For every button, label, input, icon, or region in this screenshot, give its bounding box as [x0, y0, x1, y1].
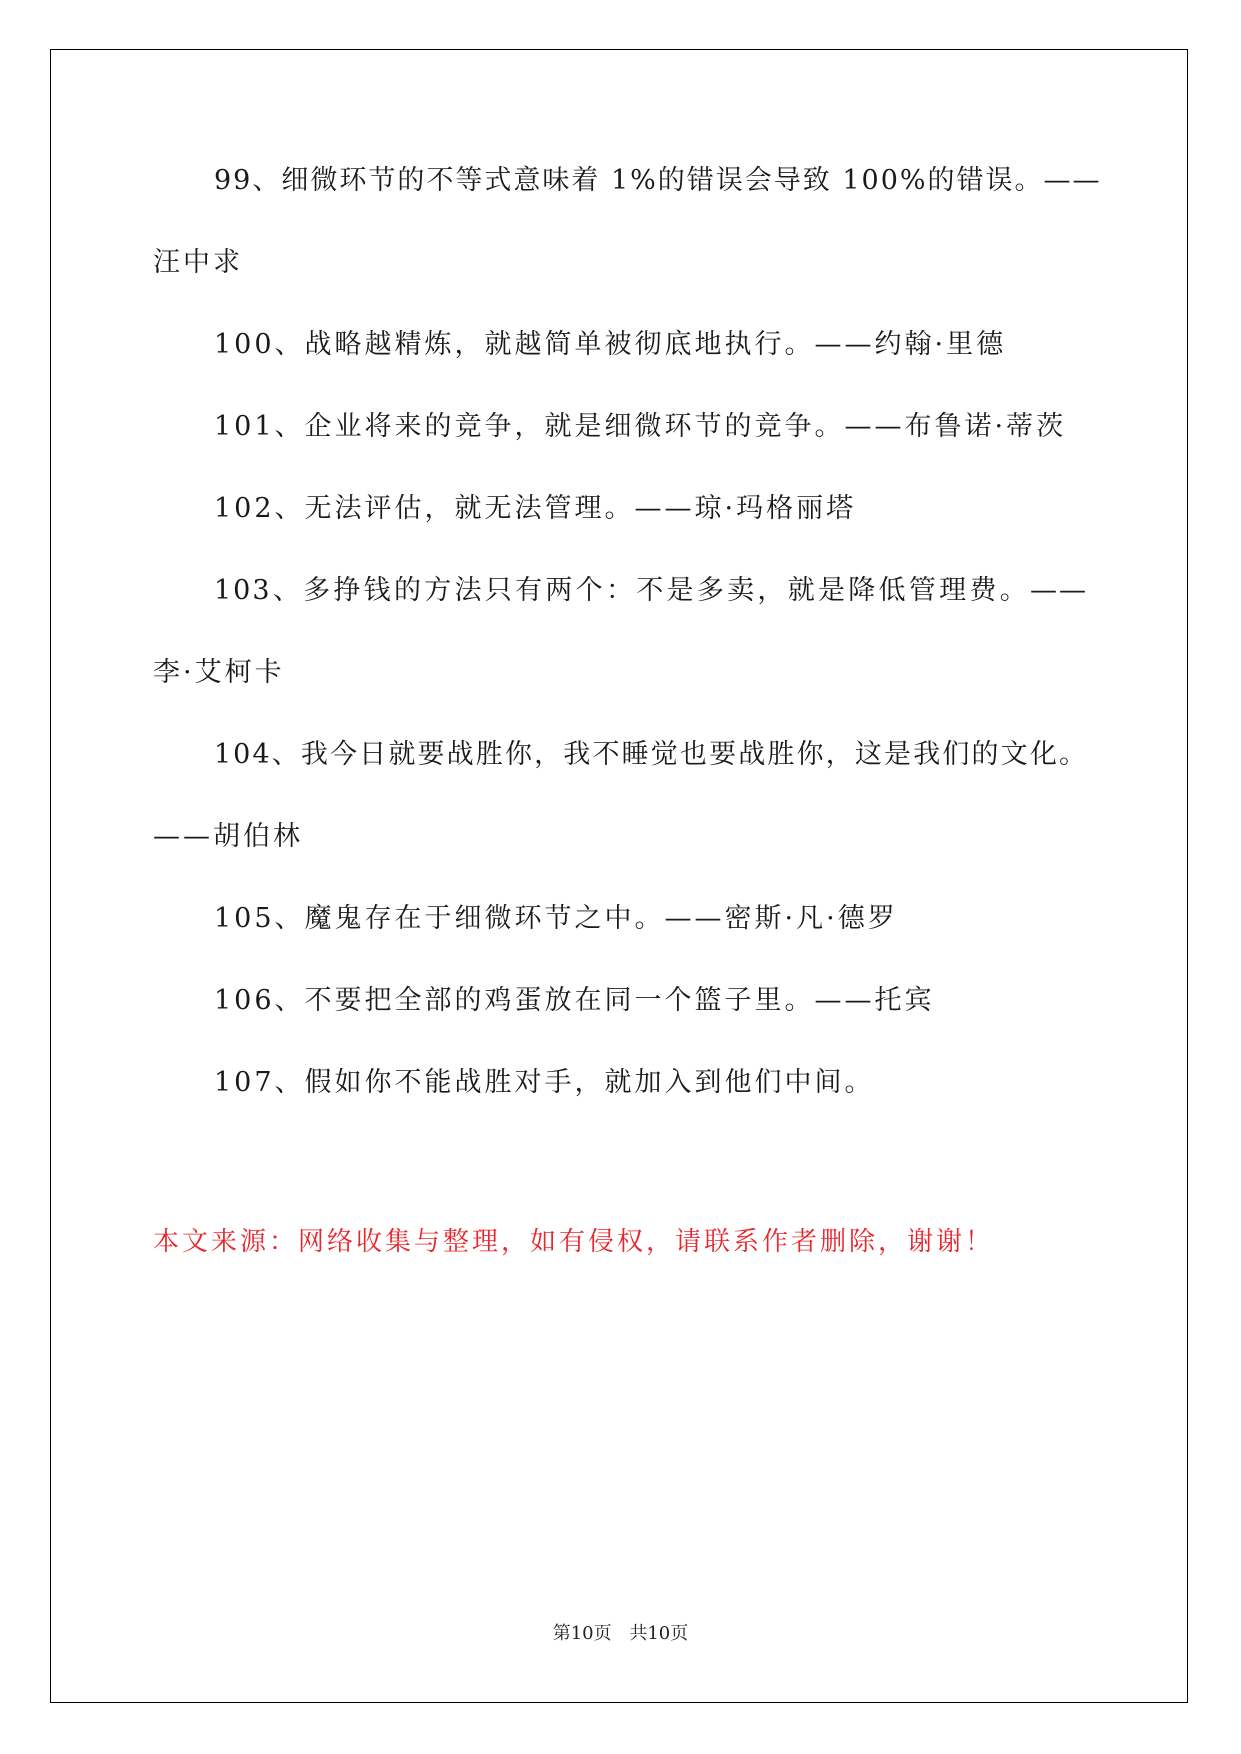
text-line: 106、不要把全部的鸡蛋放在同一个篮子里。——托宾: [214, 985, 935, 1016]
text-line: 107、假如你不能战胜对手，就加入到他们中间。: [214, 1067, 875, 1098]
text-line: 103、多挣钱的方法只有两个：不是多卖，就是降低管理费。——: [214, 575, 1088, 606]
page-footer: [0, 1622, 1241, 1646]
document-body: [153, 160, 1102, 1144]
text-line: 105、魔鬼存在于细微环节之中。——密斯·凡·德罗: [214, 903, 898, 934]
total-pages-label: 共10页: [629, 1623, 689, 1644]
text-line: 104、我今日就要战胜你，我不睡觉也要战胜你，这是我们的文化。: [214, 739, 1088, 770]
text-line: 李·艾柯卡: [153, 657, 285, 688]
text-line: 99、细微环节的不等式意味着 1%的错误会导致 100%的错误。——: [214, 165, 1102, 196]
text-line: 100、战略越精炼，就越简单被彻底地执行。——约翰·里德: [214, 329, 1007, 360]
current-page-label: 第10页: [552, 1623, 612, 1644]
text-line: 汪中求: [153, 247, 243, 278]
text-line: 101、企业将来的竞争，就是细微环节的竞争。——布鲁诺·蒂茨: [214, 411, 1067, 442]
text-line: 102、无法评估，就无法管理。——琼·玛格丽塔: [214, 493, 857, 524]
source-notice: 本文来源：网络收集与整理，如有侵权，请联系作者删除，谢谢！: [153, 1227, 995, 1257]
text-line: ——胡伯林: [153, 821, 303, 852]
